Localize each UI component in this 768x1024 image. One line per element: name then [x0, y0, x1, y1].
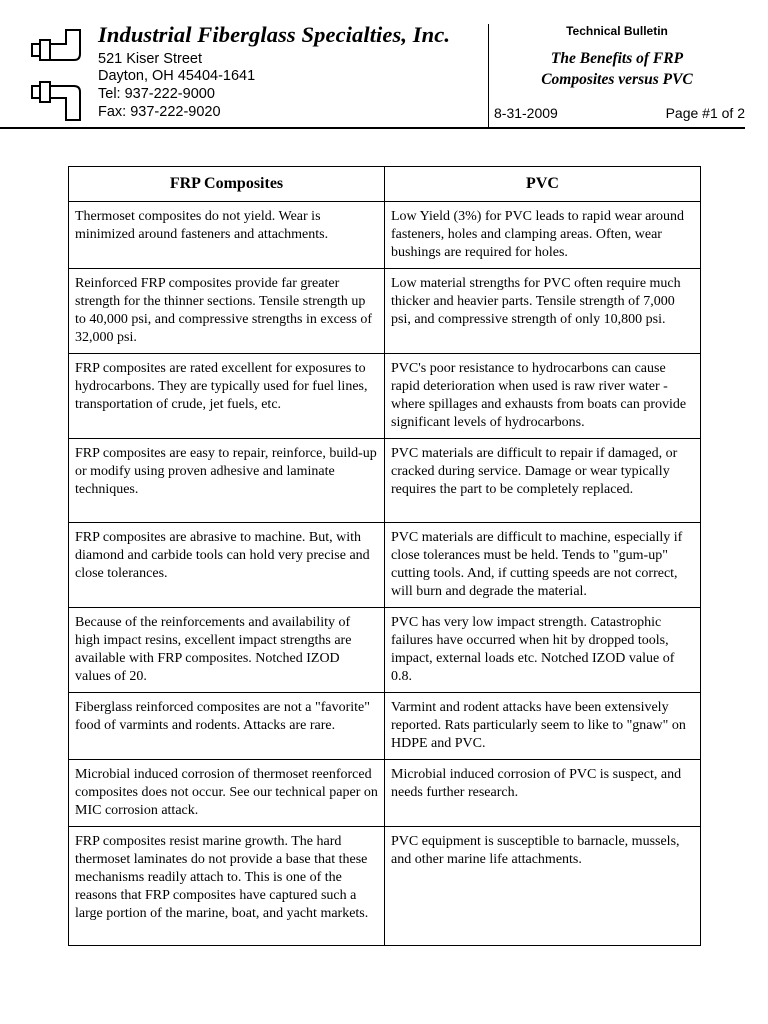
page-number: Page #1 of 2 [665, 105, 745, 121]
bulletin-subject-line1: The Benefits of FRP [550, 50, 684, 67]
table-row [69, 439, 701, 523]
table-header-row [69, 167, 701, 202]
frp-cell: Reinforced FRP composites provide far greater strength for the thinner sections. Tensile strength up to 40,000 psi, and compressive strengths in excess of 32,000 psi. [69, 269, 385, 354]
pvc-cell: PVC has very low impact strength. Catastrophic failures have occurred when hit by dropped tools, impact, external loads etc. Notched IZOD value of 0.8. [385, 608, 701, 693]
table-row [69, 608, 701, 693]
frp-cell: FRP composites are easy to repair, reinforce, build-up or modify using proven adhesive and laminate techniques. [69, 439, 385, 523]
frp-cell: Microbial induced corrosion of thermoset reenforced composites does not occur. See our technical paper on MIC corrosion attack. [69, 760, 385, 827]
column-header-frp: FRP Composites [69, 167, 385, 202]
table-row [69, 827, 701, 946]
bulletin-date: 8-31-2009 [494, 105, 558, 121]
pvc-cell: PVC materials are difficult to machine, especially if close tolerances must be held. Tends to "gum-up" cutting tools. And, if cutting speeds are not correct, will burn and degrade the material. [385, 523, 701, 608]
frp-cell: FRP composites resist marine growth. The hard thermoset laminates do not provide a base that these mechanisms readily attach to. This is one of the reasons that FRP composites have captured such a large portion of the marine, boat, and yacht markets. [69, 827, 385, 946]
table-row [69, 760, 701, 827]
pipe-fittings-logo-icon [30, 28, 84, 122]
pvc-cell: Microbial induced corrosion of PVC is suspect, and needs further research. [385, 760, 701, 827]
pvc-cell: Low material strengths for PVC often require much thicker and heavier parts. Tensile strength of 7,000 psi, and compressive strength of only 10,800 psi. [385, 269, 701, 354]
table-row [69, 269, 701, 354]
frp-cell: Fiberglass reinforced composites are not a "favorite" food of varmints and rodents. Attacks are rare. [69, 693, 385, 760]
frp-cell: Because of the reinforcements and availability of high impact resins, excellent impact strengths are available with FRP composites. Notched IZOD values of 20. [69, 608, 385, 693]
bulletin-subject-line2: Composites versus PVC [541, 71, 693, 88]
company-name: Industrial Fiberglass Specialties, Inc. [98, 22, 451, 47]
pvc-cell: PVC equipment is susceptible to barnacle, mussels, and other marine life attachments. [385, 827, 701, 946]
letterhead [0, 0, 768, 130]
table-row [69, 523, 701, 608]
pvc-cell: Varmint and rodent attacks have been extensively reported. Rats particularly seem to like to "gnaw" on HDPE and PVC. [385, 693, 701, 760]
fax: Fax: 937-222-9020 [98, 104, 221, 120]
frp-cell: FRP composites are rated excellent for exposures to hydrocarbons. They are typically used for fuel lines, transportation of crude, jet fuels, etc. [69, 354, 385, 439]
frp-cell: Thermoset composites do not yield. Wear is minimized around fasteners and attachments. [69, 202, 385, 269]
column-header-pvc: PVC [385, 167, 701, 202]
pvc-cell: PVC materials are difficult to repair if damaged, or cracked during service. Damage or wear typically requires the part to be completely replaced. [385, 439, 701, 523]
frp-cell: FRP composites are abrasive to machine. But, with diamond and carbide tools can hold very precise and close tolerances. [69, 523, 385, 608]
table-row [69, 354, 701, 439]
header-divider-horizontal [0, 127, 745, 129]
city-state-zip: Dayton, OH 45404-1641 [98, 68, 256, 84]
telephone: Tel: 937-222-9000 [98, 86, 215, 102]
table-row [69, 693, 701, 760]
pvc-cell: Low Yield (3%) for PVC leads to rapid wear around fasteners, holes and clamping areas. Often, wear bushings are required for holes. [385, 202, 701, 269]
street-address: 521 Kiser Street [98, 51, 202, 67]
table-row [69, 202, 701, 269]
pvc-cell: PVC's poor resistance to hydrocarbons can cause rapid deterioration when used is raw river water - where spillages and exhausts from boats can provide significant levels of hydrocarbons. [385, 354, 701, 439]
bulletin-type: Technical Bulletin [566, 24, 668, 38]
comparison-table [68, 166, 701, 946]
